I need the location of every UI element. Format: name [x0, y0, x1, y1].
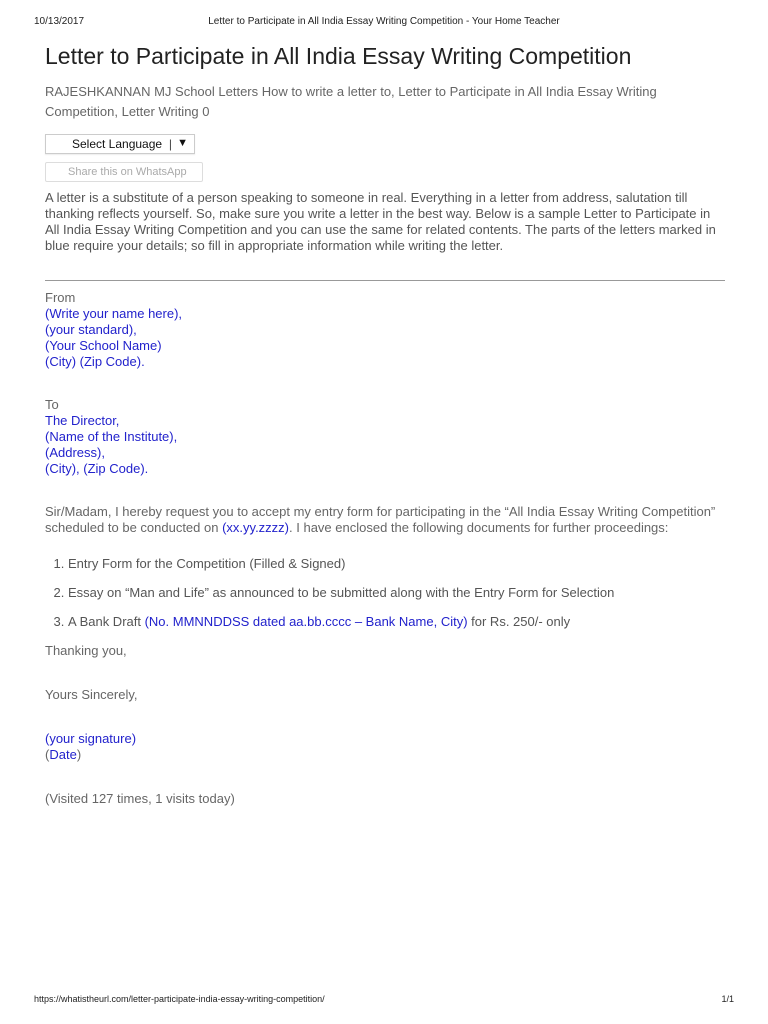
print-header	[34, 16, 734, 30]
from-line: (Write your name here),	[45, 306, 183, 321]
article-meta: RAJESHKANNAN MJ School Letters How to write a letter to, Letter to Participate in All India Essay Writing Competition, Letter Writing 0	[45, 84, 657, 119]
list-item	[68, 585, 725, 601]
from-line: (City) (Zip Code).	[45, 354, 145, 369]
date-word: Date	[49, 747, 77, 762]
language-select-label: Select Language	[72, 137, 163, 151]
whatsapp-share-button[interactable]	[45, 162, 203, 182]
documents-list	[45, 556, 725, 630]
bank-draft-details: (No. MMNNDDSS dated aa.bb.cccc – Bank Name, City)	[144, 614, 468, 629]
letter-body-text: Sir/Madam, I hereby request you to accept my entry form for participating in the “All India Essay Writing Competition” scheduled to be conducted on	[45, 504, 716, 535]
article	[45, 40, 725, 806]
list-item	[68, 556, 725, 572]
date-line	[45, 747, 725, 763]
list-item	[68, 614, 725, 630]
visit-counter: (Visited 127 times, 1 visits today)	[45, 791, 235, 806]
list-item-text: A Bank Draft	[68, 614, 145, 629]
chevron-down-icon: ▼	[177, 137, 188, 149]
list-item-text: Entry Form for the Competition (Filled & Signed)	[68, 556, 346, 571]
from-line: (Your School Name)	[45, 338, 162, 353]
date-paren: )	[76, 747, 82, 762]
letter-body-text: . I have enclosed the following documents for further proceedings:	[289, 520, 669, 535]
print-page-title: Letter to Participate in All India Essay Writing Competition - Your Home Teacher	[208, 16, 560, 27]
from-address	[45, 290, 725, 370]
article-title: Letter to Participate in All India Essay Writing Competition	[45, 43, 632, 69]
page-url: https://whatistheurl.com/letter-participate-india-essay-writing-competition/	[34, 994, 325, 1004]
from-line: (your standard),	[45, 322, 137, 337]
list-item-text: for Rs. 250/- only	[467, 614, 571, 629]
divider	[45, 280, 725, 281]
to-label: To	[45, 397, 59, 412]
competition-date: (xx.yy.zzzz)	[222, 520, 290, 535]
signature-line: (your signature)	[45, 731, 137, 746]
whatsapp-share-label: Share this on WhatsApp	[68, 166, 187, 178]
thanks-line: Thanking you,	[45, 643, 127, 658]
date-paren: (	[45, 747, 50, 762]
page-number: 1/1	[721, 994, 734, 1004]
language-select[interactable]	[45, 134, 195, 154]
intro-paragraph: A letter is a substitute of a person speaking to someone in real. Everything in a letter from address, salutation till thanking reflects yourself. So, make sure you write a letter in the best way. Below is a sample Letter to Participate in All India Essay Writing Competition and you can use the same for related contents. The parts of the letters marked in blue require your details; so fill in appropriate information while writing the letter.	[45, 190, 716, 253]
closing-line: Yours Sincerely,	[45, 687, 138, 702]
signature-block	[45, 731, 725, 763]
language-select-separator: |	[168, 137, 172, 151]
from-label: From	[45, 290, 76, 305]
to-line: (Address),	[45, 445, 105, 460]
list-item-text: Essay on “Man and Life” as announced to be submitted along with the Entry Form for Selection	[68, 585, 615, 600]
to-address	[45, 397, 725, 477]
to-line: (City), (Zip Code).	[45, 461, 149, 476]
letter-body	[45, 504, 725, 536]
to-line: (Name of the Institute),	[45, 429, 178, 444]
to-line: The Director,	[45, 413, 120, 428]
print-date: 10/13/2017	[34, 16, 85, 27]
